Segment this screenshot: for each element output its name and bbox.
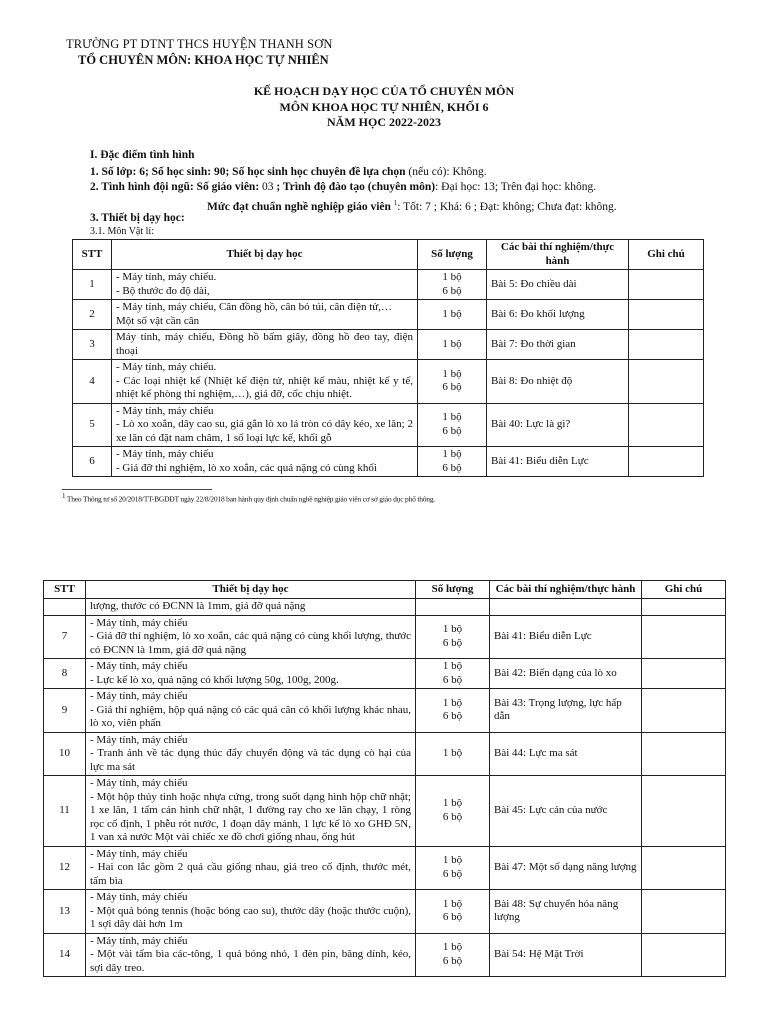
row-note xyxy=(642,890,726,934)
row-quantity xyxy=(416,599,490,616)
row-quantity xyxy=(416,615,490,659)
header-quantity: Số lượng xyxy=(418,240,487,270)
row-stt xyxy=(44,599,86,616)
row-stt: 4 xyxy=(73,360,112,404)
quantity-line: 6 bộ xyxy=(442,911,463,924)
table-row xyxy=(44,732,726,776)
table-2-body xyxy=(44,599,726,977)
row-equipment xyxy=(112,403,418,447)
row-note xyxy=(642,933,726,977)
equipment-line: - Máy tính, máy chiếu xyxy=(90,847,188,860)
row-stt: 5 xyxy=(73,403,112,447)
quantity-line: 6 bộ xyxy=(442,381,462,394)
row-stt: 6 xyxy=(73,447,112,477)
quantity-line: 1 bộ xyxy=(442,367,462,380)
quantity-line: 1 bộ xyxy=(442,411,462,424)
header-stt: STT xyxy=(44,581,86,599)
row-quantity xyxy=(416,732,490,776)
row-stt: 11 xyxy=(44,776,86,847)
table-row xyxy=(44,890,726,934)
row-stt: 3 xyxy=(73,330,112,360)
table-row xyxy=(44,776,726,847)
standard-label: Mức đạt chuẩn nghề nghiệp giáo viên xyxy=(207,200,394,213)
table-row xyxy=(73,330,704,360)
row-stt: 8 xyxy=(44,659,86,689)
header-equipment: Thiết bị dạy học xyxy=(112,240,418,270)
row-note xyxy=(642,776,726,847)
row-experiment: Bài 41: Biểu diễn Lực xyxy=(487,447,629,477)
row-note xyxy=(642,599,726,616)
quantity-line: 1 bộ xyxy=(442,337,462,350)
row-experiment: Bài 44: Lực ma sát xyxy=(490,732,642,776)
equipment-line: Một số vật cần cân xyxy=(116,314,200,327)
quantity-line: 6 bộ xyxy=(442,673,463,686)
quantity-line: 1 bộ xyxy=(442,696,463,709)
quantity-line: 1 bộ xyxy=(442,797,463,810)
table-row xyxy=(73,270,704,300)
row-experiment: Bài 48: Sự chuyển hóa năng lượng xyxy=(490,890,642,934)
equipment-table-1 xyxy=(72,239,704,477)
quantity-line: 1 bộ xyxy=(442,307,462,320)
row-note xyxy=(629,360,704,404)
row-quantity xyxy=(416,776,490,847)
quantity-line: 6 bộ xyxy=(442,954,463,967)
quantity-line: 6 bộ xyxy=(442,424,462,437)
row-experiment: Bài 8: Đo nhiệt độ xyxy=(487,360,629,404)
header-note: Ghi chú xyxy=(629,240,704,270)
table-row xyxy=(73,360,704,404)
equipment-line: - Máy tính, máy chiếu xyxy=(90,777,188,789)
row-quantity xyxy=(416,659,490,689)
equipment-line: - Máy tính, máy chiếu. xyxy=(116,271,217,283)
row-quantity xyxy=(418,360,487,404)
row-stt: 14 xyxy=(44,933,86,977)
staff-label: 2. Tình hình đội ngũ: xyxy=(90,181,197,193)
equipment-line: - Một hộp thủy tinh hoặc nhựa cứng, trong suốt dạng hình hộp chữ nhật; 1 xe lăn, 1 tấm cản hình chữ nhật, 1 đường ray cho xe lăn chạy, 1 ròng rọc cố định, 1 phễu rót nước, 1 đoạn dây mảnh, 1 lực kế lò xo GHĐ 5N, 1 van xả nước Một vài chiếc xe đồ chơi giống nhau, ống hút xyxy=(90,790,411,843)
row-quantity xyxy=(416,890,490,934)
equipment-line: - Giá đỡ thí nghiệm, lò xo xoắn, các quả nặng có cùng khối lượng, thước có ĐCNN là 1mm, giá đỡ quả nặng xyxy=(90,630,411,656)
row-note xyxy=(629,270,704,300)
equipment-line: - Máy tính, máy chiếu xyxy=(116,404,214,417)
table-row xyxy=(73,403,704,447)
row-equipment xyxy=(112,330,418,360)
row-equipment xyxy=(112,270,418,300)
row-note xyxy=(642,615,726,659)
equipment-line: - Lò xo xoắn, dây cao su, giá gắn lò xo lá tròn có dây kéo, xe lăn; 2 xe lăn có đặt nam châm, 1 số loại lực kế, khối gỗ xyxy=(116,418,413,444)
row-stt: 2 xyxy=(73,300,112,330)
equipment-line: - Giá thí nghiệm, hộp quả nặng có các quả cân có khối lượng khác nhau, lò xo, viên phấn xyxy=(90,703,411,729)
table-row xyxy=(73,300,704,330)
equipment-line: - Giá đỡ thí nghiệm, lò xo xoắn, các quả nặng có cùng khối xyxy=(116,461,377,474)
row-experiment: Bài 6: Đo khối lượng xyxy=(487,300,629,330)
table-1-body xyxy=(73,270,704,477)
student-count-value: 90 xyxy=(213,166,226,178)
footnote-number: 1 xyxy=(62,492,66,500)
class-count-value: 6 xyxy=(139,166,145,178)
row-quantity xyxy=(418,447,487,477)
class-count-line xyxy=(90,165,487,179)
row-stt: 12 xyxy=(44,846,86,890)
subsection-physics: 3.1. Môn Vật lí: xyxy=(90,226,154,237)
teacher-count-label: Số giáo viên: xyxy=(196,181,263,193)
quantity-line: 1 bộ xyxy=(442,660,463,672)
quantity-line: 1 bộ xyxy=(442,271,462,283)
table-row xyxy=(44,615,726,659)
quantity-line: 6 bộ xyxy=(442,284,462,297)
row-stt: 1 xyxy=(73,270,112,300)
row-note xyxy=(642,689,726,733)
equipment-line: - Máy tính, máy chiếu xyxy=(90,690,188,702)
quantity-line: 6 bộ xyxy=(442,867,463,880)
footnote-ref: 1 xyxy=(393,199,398,207)
row-stt: 13 xyxy=(44,890,86,934)
quantity-line: 1 bộ xyxy=(442,897,463,910)
row-experiment: Bài 47: Một số dạng năng lượng xyxy=(490,846,642,890)
footnote xyxy=(62,492,435,504)
section-1-heading: I. Đặc điểm tình hình xyxy=(90,149,195,161)
standard-values: : Tốt: 7 ; Khá: 6 ; Đạt: không; Chưa đạt: không. xyxy=(397,200,617,213)
footnote-text: Theo Thông tư số 20/2018/TT-BGDĐT ngày 22/8/2018 ban hành quy định chuẩn nghề nghiệp giáo viên cơ sở giáo dục phổ thông. xyxy=(65,494,436,504)
department-name: TỔ CHUYÊN MÔN: KHOA HỌC TỰ NHIÊN xyxy=(78,53,329,67)
section-3-heading: 3. Thiết bị dạy học: xyxy=(90,212,185,224)
header-note: Ghi chú xyxy=(642,581,726,599)
table-row xyxy=(73,447,704,477)
staff-line xyxy=(90,180,596,194)
row-note xyxy=(629,330,704,360)
equipment-table-2 xyxy=(43,580,726,977)
quantity-line: 6 bộ xyxy=(442,636,463,649)
row-equipment xyxy=(86,776,416,847)
table-row xyxy=(44,599,726,616)
row-quantity xyxy=(416,933,490,977)
table-row xyxy=(44,933,726,977)
row-stt: 10 xyxy=(44,732,86,776)
header-equipment: Thiết bị dạy học xyxy=(86,581,416,599)
row-experiment xyxy=(490,599,642,616)
teacher-count-value: 03 xyxy=(262,181,274,193)
row-equipment xyxy=(112,360,418,404)
equipment-line: - Bộ thước đo độ dài, xyxy=(116,284,210,297)
equipment-line: - Hai con lắc gồm 2 quả cầu giống nhau, giá treo cố định, thước mét, tấm bìa xyxy=(90,861,411,887)
row-quantity xyxy=(418,300,487,330)
row-equipment xyxy=(86,890,416,934)
header-experiment: Các bài thí nghiệm/thực hành xyxy=(490,581,642,599)
row-stt: 9 xyxy=(44,689,86,733)
row-note xyxy=(642,659,726,689)
equipment-line: lượng, thước có ĐCNN là 1mm, giá đỡ quả nặng xyxy=(90,600,306,612)
row-equipment xyxy=(86,689,416,733)
quantity-line: 6 bộ xyxy=(442,461,462,474)
row-quantity xyxy=(416,689,490,733)
row-equipment xyxy=(112,300,418,330)
equipment-line: - Một quả bóng tennis (hoặc bóng cao su), thước dây (hoặc thước cuộn), 1 sợi dây dài hơn 1m xyxy=(90,904,411,930)
row-note xyxy=(642,732,726,776)
title-line-3: NĂM HỌC 2022-2023 xyxy=(327,115,441,129)
quantity-line: 1 bộ xyxy=(442,941,463,954)
row-quantity xyxy=(418,403,487,447)
row-experiment: Bài 41: Biểu diễn Lực xyxy=(490,615,642,659)
equipment-line: - Tranh ảnh về tác dụng thúc đẩy chuyển động và tác dụng cò hại của lực ma sát xyxy=(90,747,411,773)
footnote-divider xyxy=(62,489,212,490)
equipment-line: - Máy tính, máy chiếu xyxy=(116,448,214,460)
training-value: : Đại học: 13; Trên đại học: không. xyxy=(435,181,597,193)
elective-label: ; Số học sinh học chuyên đề lựa chọn xyxy=(225,166,406,178)
row-equipment xyxy=(86,599,416,616)
table-row xyxy=(44,846,726,890)
row-note xyxy=(629,300,704,330)
equipment-line: - Máy tính, máy chiếu. xyxy=(116,361,217,373)
row-note xyxy=(629,447,704,477)
equipment-line: - Một vài tấm bìa các-tông, 1 quả bóng nhỏ, 1 đèn pin, băng dính, kéo, sợi dây treo. xyxy=(90,948,411,974)
class-count-label: 1. Số lớp: xyxy=(90,166,140,178)
row-experiment: Bài 7: Đo thời gian xyxy=(487,330,629,360)
row-equipment xyxy=(86,732,416,776)
quantity-line: 1 bộ xyxy=(442,854,463,867)
student-count-label: ; Số học sinh: xyxy=(144,166,214,178)
title-line-1: KẾ HOẠCH DẠY HỌC CỦA TỔ CHUYÊN MÔN xyxy=(253,84,515,98)
quantity-line: 1 bộ xyxy=(442,747,463,759)
row-quantity xyxy=(418,330,487,360)
table-row xyxy=(44,659,726,689)
quantity-line: 1 bộ xyxy=(442,448,462,460)
header-experiment: Các bài thí nghiệm/thực hành xyxy=(487,240,629,270)
row-equipment xyxy=(86,615,416,659)
row-experiment: Bài 45: Lực cản của nước xyxy=(490,776,642,847)
training-label: ; Trình độ đào tạo (chuyên môn) xyxy=(273,181,436,193)
row-quantity xyxy=(418,270,487,300)
table-row xyxy=(44,689,726,733)
elective-note: (nếu có): Không. xyxy=(405,166,487,178)
row-experiment: Bài 5: Đo chiều dài xyxy=(487,270,629,300)
row-experiment: Bài 40: Lực là gì? xyxy=(487,403,629,447)
title-line-2: MÔN KHOA HỌC TỰ NHIÊN, KHỐI 6 xyxy=(279,99,489,114)
equipment-line: - Lực kế lò xo, quả nặng có khối lượng 50g, 100g, 200g. xyxy=(90,673,339,686)
row-equipment xyxy=(86,933,416,977)
row-quantity xyxy=(416,846,490,890)
row-experiment: Bài 42: Biến dạng của lò xo xyxy=(490,659,642,689)
header-stt: STT xyxy=(73,240,112,270)
equipment-line: - Máy tính, máy chiếu xyxy=(90,660,188,672)
equipment-line: - Máy tính, máy chiếu xyxy=(90,934,188,947)
quantity-line: 6 bộ xyxy=(442,810,463,823)
equipment-line: - Máy tính, máy chiếu xyxy=(90,891,188,903)
equipment-line: - Máy tính, máy chiếu, Cân đồng hồ, cân bỏ túi, cân điện tử,… xyxy=(116,301,393,313)
quantity-line: 6 bộ xyxy=(442,710,463,723)
row-equipment xyxy=(86,846,416,890)
row-note xyxy=(642,846,726,890)
equipment-line: - Máy tính, máy chiếu xyxy=(90,616,188,629)
quantity-line: 1 bộ xyxy=(442,623,463,636)
equipment-line: - Máy tính, máy chiếu xyxy=(90,733,188,746)
row-experiment: Bài 54: Hệ Mặt Trời xyxy=(490,933,642,977)
standard-line xyxy=(207,196,617,214)
equipment-line: Máy tính, máy chiếu, Đồng hồ bấm giây, đồng hồ đeo tay, điện thoại xyxy=(116,331,413,357)
row-note xyxy=(629,403,704,447)
row-equipment xyxy=(112,447,418,477)
row-stt: 7 xyxy=(44,615,86,659)
row-experiment: Bài 43: Trọng lượng, lực hấp dẫn xyxy=(490,689,642,733)
row-equipment xyxy=(86,659,416,689)
header-quantity: Số lượng xyxy=(416,581,490,599)
school-name: TRƯỜNG PT DTNT THCS HUYỆN THANH SƠN xyxy=(66,37,333,51)
document-title xyxy=(0,84,768,131)
equipment-line: - Các loại nhiệt kế (Nhiệt kế điện tử, nhiệt kế màu, nhiệt kế y tế, nhiệt kế phòng thí nghiệm,…), giá đỡ, cốc chịu nhiệt. xyxy=(116,374,413,400)
